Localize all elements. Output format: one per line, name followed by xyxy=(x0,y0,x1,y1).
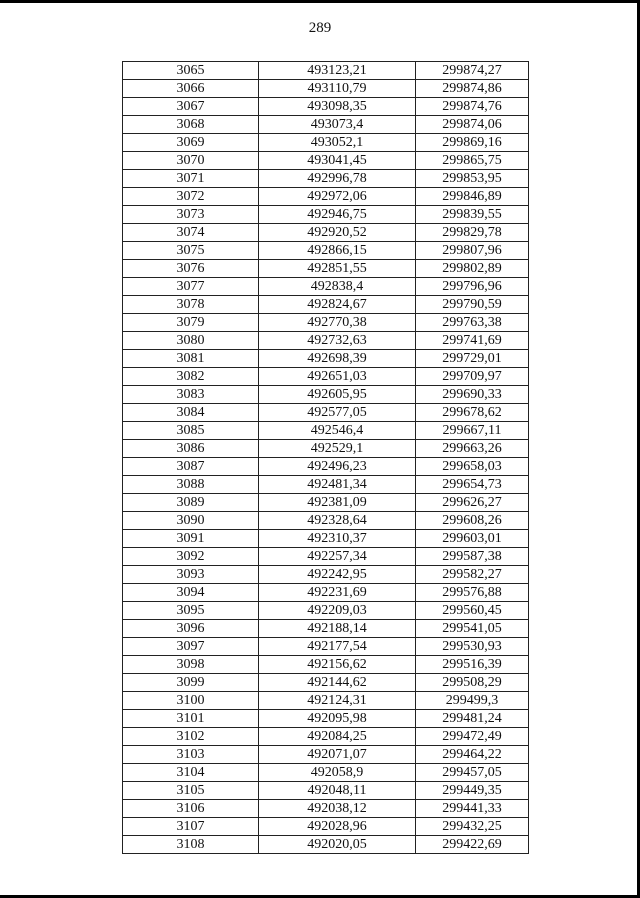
table-row xyxy=(123,566,529,584)
table-row xyxy=(123,206,529,224)
point-number-cell: 3108 xyxy=(123,836,259,854)
page-number: 289 xyxy=(308,20,332,36)
point-number-cell: 3096 xyxy=(123,620,259,638)
point-number-cell: 3104 xyxy=(123,764,259,782)
y-coordinate-cell: 299874,06 xyxy=(416,116,529,134)
x-coordinate-cell: 493052,1 xyxy=(259,134,416,152)
y-coordinate-cell: 299790,59 xyxy=(416,296,529,314)
point-number-cell: 3099 xyxy=(123,674,259,692)
point-number-cell: 3080 xyxy=(123,332,259,350)
y-coordinate-cell: 299603,01 xyxy=(416,530,529,548)
y-coordinate-cell: 299541,05 xyxy=(416,620,529,638)
table-row xyxy=(123,638,529,656)
y-coordinate-cell: 299464,22 xyxy=(416,746,529,764)
y-coordinate-cell: 299807,96 xyxy=(416,242,529,260)
y-coordinate-cell: 299663,26 xyxy=(416,440,529,458)
table-row xyxy=(123,728,529,746)
x-coordinate-cell: 493098,35 xyxy=(259,98,416,116)
y-coordinate-cell: 299530,93 xyxy=(416,638,529,656)
y-coordinate-cell: 299690,33 xyxy=(416,386,529,404)
table-row xyxy=(123,152,529,170)
point-number-cell: 3101 xyxy=(123,710,259,728)
y-coordinate-cell: 299654,73 xyxy=(416,476,529,494)
point-number-cell: 3082 xyxy=(123,368,259,386)
y-coordinate-cell: 299667,11 xyxy=(416,422,529,440)
table-row xyxy=(123,350,529,368)
x-coordinate-cell: 492920,52 xyxy=(259,224,416,242)
table-row xyxy=(123,116,529,134)
table-row xyxy=(123,818,529,836)
table-row xyxy=(123,188,529,206)
table-row xyxy=(123,692,529,710)
table-row xyxy=(123,134,529,152)
x-coordinate-cell: 492188,14 xyxy=(259,620,416,638)
point-number-cell: 3088 xyxy=(123,476,259,494)
y-coordinate-cell: 299508,29 xyxy=(416,674,529,692)
table-row xyxy=(123,656,529,674)
point-number-cell: 3102 xyxy=(123,728,259,746)
y-coordinate-cell: 299472,49 xyxy=(416,728,529,746)
x-coordinate-cell: 492328,64 xyxy=(259,512,416,530)
x-coordinate-cell: 492732,63 xyxy=(259,332,416,350)
point-number-cell: 3074 xyxy=(123,224,259,242)
x-coordinate-cell: 492231,69 xyxy=(259,584,416,602)
y-coordinate-cell: 299709,97 xyxy=(416,368,529,386)
table-row xyxy=(123,242,529,260)
point-number-cell: 3106 xyxy=(123,800,259,818)
table-row xyxy=(123,260,529,278)
point-number-cell: 3070 xyxy=(123,152,259,170)
y-coordinate-cell: 299626,27 xyxy=(416,494,529,512)
table-row xyxy=(123,512,529,530)
point-number-cell: 3072 xyxy=(123,188,259,206)
table-row xyxy=(123,530,529,548)
table-row xyxy=(123,404,529,422)
point-number-cell: 3089 xyxy=(123,494,259,512)
table-row xyxy=(123,620,529,638)
y-coordinate-cell: 299481,24 xyxy=(416,710,529,728)
table-row xyxy=(123,476,529,494)
table-row xyxy=(123,62,529,80)
table-row xyxy=(123,800,529,818)
table-row xyxy=(123,296,529,314)
x-coordinate-cell: 492972,06 xyxy=(259,188,416,206)
y-coordinate-cell: 299874,27 xyxy=(416,62,529,80)
y-coordinate-cell: 299874,86 xyxy=(416,80,529,98)
coordinates-table xyxy=(122,61,529,854)
x-coordinate-cell: 492651,03 xyxy=(259,368,416,386)
table-row xyxy=(123,674,529,692)
table-row xyxy=(123,332,529,350)
point-number-cell: 3079 xyxy=(123,314,259,332)
y-coordinate-cell: 299869,16 xyxy=(416,134,529,152)
point-number-cell: 3073 xyxy=(123,206,259,224)
y-coordinate-cell: 299560,45 xyxy=(416,602,529,620)
point-number-cell: 3067 xyxy=(123,98,259,116)
y-coordinate-cell: 299457,05 xyxy=(416,764,529,782)
table-row xyxy=(123,278,529,296)
y-coordinate-cell: 299839,55 xyxy=(416,206,529,224)
point-number-cell: 3087 xyxy=(123,458,259,476)
y-coordinate-cell: 299516,39 xyxy=(416,656,529,674)
point-number-cell: 3071 xyxy=(123,170,259,188)
x-coordinate-cell: 492084,25 xyxy=(259,728,416,746)
point-number-cell: 3083 xyxy=(123,386,259,404)
point-number-cell: 3100 xyxy=(123,692,259,710)
y-coordinate-cell: 299449,35 xyxy=(416,782,529,800)
page-border-top xyxy=(0,0,640,3)
table-row xyxy=(123,782,529,800)
x-coordinate-cell: 492381,09 xyxy=(259,494,416,512)
x-coordinate-cell: 492996,78 xyxy=(259,170,416,188)
x-coordinate-cell: 492095,98 xyxy=(259,710,416,728)
point-number-cell: 3069 xyxy=(123,134,259,152)
table-row xyxy=(123,80,529,98)
x-coordinate-cell: 492020,05 xyxy=(259,836,416,854)
y-coordinate-cell: 299829,78 xyxy=(416,224,529,242)
x-coordinate-cell: 492028,96 xyxy=(259,818,416,836)
point-number-cell: 3095 xyxy=(123,602,259,620)
table-row xyxy=(123,368,529,386)
table-row xyxy=(123,440,529,458)
point-number-cell: 3066 xyxy=(123,80,259,98)
x-coordinate-cell: 493123,21 xyxy=(259,62,416,80)
y-coordinate-cell: 299678,62 xyxy=(416,404,529,422)
point-number-cell: 3077 xyxy=(123,278,259,296)
x-coordinate-cell: 492257,34 xyxy=(259,548,416,566)
y-coordinate-cell: 299432,25 xyxy=(416,818,529,836)
x-coordinate-cell: 492144,62 xyxy=(259,674,416,692)
x-coordinate-cell: 492605,95 xyxy=(259,386,416,404)
y-coordinate-cell: 299422,69 xyxy=(416,836,529,854)
x-coordinate-cell: 492048,11 xyxy=(259,782,416,800)
x-coordinate-cell: 492071,07 xyxy=(259,746,416,764)
x-coordinate-cell: 492851,55 xyxy=(259,260,416,278)
y-coordinate-cell: 299587,38 xyxy=(416,548,529,566)
y-coordinate-cell: 299796,96 xyxy=(416,278,529,296)
point-number-cell: 3065 xyxy=(123,62,259,80)
point-number-cell: 3075 xyxy=(123,242,259,260)
x-coordinate-cell: 492529,1 xyxy=(259,440,416,458)
table-row xyxy=(123,836,529,854)
table-row xyxy=(123,584,529,602)
x-coordinate-cell: 492496,23 xyxy=(259,458,416,476)
table-row xyxy=(123,494,529,512)
table-row xyxy=(123,224,529,242)
table-row xyxy=(123,170,529,188)
table-row xyxy=(123,764,529,782)
y-coordinate-cell: 299582,27 xyxy=(416,566,529,584)
table-row xyxy=(123,548,529,566)
x-coordinate-cell: 492242,95 xyxy=(259,566,416,584)
point-number-cell: 3097 xyxy=(123,638,259,656)
x-coordinate-cell: 492824,67 xyxy=(259,296,416,314)
point-number-cell: 3098 xyxy=(123,656,259,674)
y-coordinate-cell: 299846,89 xyxy=(416,188,529,206)
y-coordinate-cell: 299874,76 xyxy=(416,98,529,116)
x-coordinate-cell: 492209,03 xyxy=(259,602,416,620)
x-coordinate-cell: 493041,45 xyxy=(259,152,416,170)
table-row xyxy=(123,602,529,620)
coordinates-table-body xyxy=(123,62,529,854)
point-number-cell: 3086 xyxy=(123,440,259,458)
x-coordinate-cell: 492156,62 xyxy=(259,656,416,674)
x-coordinate-cell: 492698,39 xyxy=(259,350,416,368)
point-number-cell: 3085 xyxy=(123,422,259,440)
y-coordinate-cell: 299729,01 xyxy=(416,350,529,368)
point-number-cell: 3084 xyxy=(123,404,259,422)
x-coordinate-cell: 492770,38 xyxy=(259,314,416,332)
point-number-cell: 3105 xyxy=(123,782,259,800)
point-number-cell: 3090 xyxy=(123,512,259,530)
point-number-cell: 3094 xyxy=(123,584,259,602)
point-number-cell: 3091 xyxy=(123,530,259,548)
table-row xyxy=(123,314,529,332)
point-number-cell: 3103 xyxy=(123,746,259,764)
y-coordinate-cell: 299441,33 xyxy=(416,800,529,818)
y-coordinate-cell: 299865,75 xyxy=(416,152,529,170)
y-coordinate-cell: 299576,88 xyxy=(416,584,529,602)
y-coordinate-cell: 299658,03 xyxy=(416,458,529,476)
table-row xyxy=(123,458,529,476)
x-coordinate-cell: 492838,4 xyxy=(259,278,416,296)
point-number-cell: 3076 xyxy=(123,260,259,278)
y-coordinate-cell: 299741,69 xyxy=(416,332,529,350)
point-number-cell: 3093 xyxy=(123,566,259,584)
x-coordinate-cell: 492481,34 xyxy=(259,476,416,494)
table-row xyxy=(123,98,529,116)
x-coordinate-cell: 492577,05 xyxy=(259,404,416,422)
point-number-cell: 3068 xyxy=(123,116,259,134)
x-coordinate-cell: 492310,37 xyxy=(259,530,416,548)
point-number-cell: 3078 xyxy=(123,296,259,314)
x-coordinate-cell: 492546,4 xyxy=(259,422,416,440)
table-row xyxy=(123,710,529,728)
y-coordinate-cell: 299763,38 xyxy=(416,314,529,332)
y-coordinate-cell: 299802,89 xyxy=(416,260,529,278)
x-coordinate-cell: 492058,9 xyxy=(259,764,416,782)
y-coordinate-cell: 299499,3 xyxy=(416,692,529,710)
x-coordinate-cell: 492124,31 xyxy=(259,692,416,710)
x-coordinate-cell: 492866,15 xyxy=(259,242,416,260)
x-coordinate-cell: 492177,54 xyxy=(259,638,416,656)
y-coordinate-cell: 299608,26 xyxy=(416,512,529,530)
point-number-cell: 3092 xyxy=(123,548,259,566)
table-row xyxy=(123,386,529,404)
y-coordinate-cell: 299853,95 xyxy=(416,170,529,188)
x-coordinate-cell: 493073,4 xyxy=(259,116,416,134)
x-coordinate-cell: 493110,79 xyxy=(259,80,416,98)
point-number-cell: 3107 xyxy=(123,818,259,836)
table-row xyxy=(123,422,529,440)
table-row xyxy=(123,746,529,764)
x-coordinate-cell: 492038,12 xyxy=(259,800,416,818)
point-number-cell: 3081 xyxy=(123,350,259,368)
x-coordinate-cell: 492946,75 xyxy=(259,206,416,224)
